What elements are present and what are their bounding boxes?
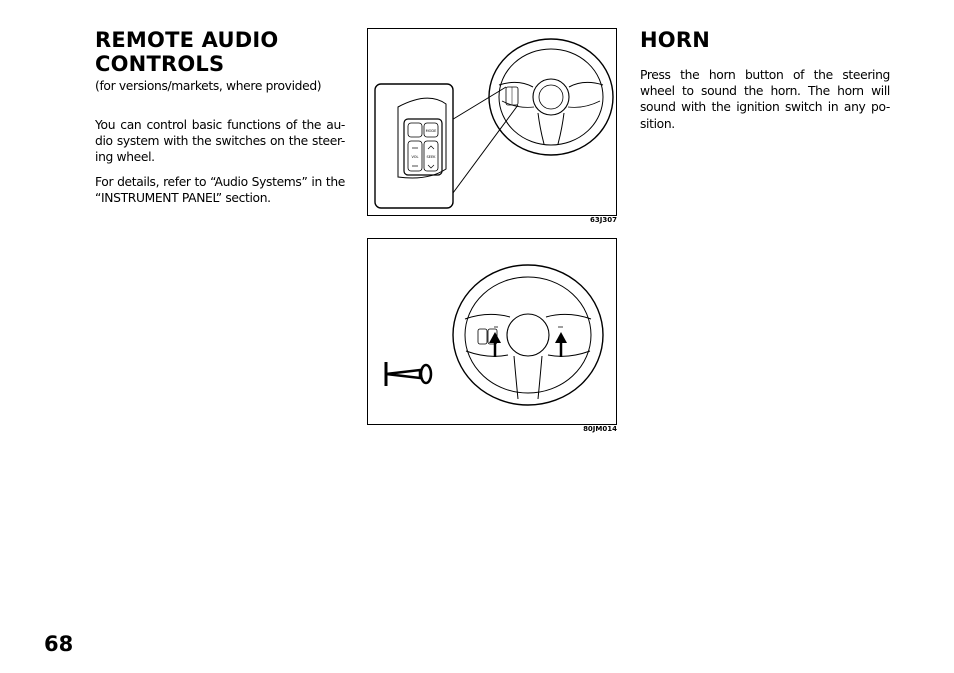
horn-title: HORN [640, 28, 710, 52]
remote-audio-paragraph-1: You can control basic functions of the au- dio system with the switches on the steer- ing wheel. [95, 118, 345, 165]
remote-audio-title-line1: REMOTE AUDIO [95, 28, 279, 52]
figure2-code: 80JM014 [583, 425, 617, 433]
horn-icon [386, 362, 431, 386]
remote-audio-title-line2: CONTROLS [95, 52, 225, 76]
mode-switch-label: MODE [425, 129, 437, 133]
remote-audio-paragraph-2: For details, refer to “Audio Systems” in the “INSTRUMENT PANEL” section. [95, 175, 345, 206]
horn-paragraph: Press the horn button of the steering wheel to sound the horn. The horn will sound with the ignition switch in any po- sition. [640, 68, 890, 131]
page-number: 68 [44, 632, 74, 656]
figure1-code: 63J307 [590, 216, 617, 224]
horn-steering-wheel-illustration [368, 239, 616, 424]
steering-audio-switch-figure [367, 28, 617, 216]
seek-switch-label: SEEK [426, 155, 436, 159]
vol-switch-label: VOL [411, 155, 419, 159]
steering-wheel-audio-illustration [368, 29, 616, 215]
remote-audio-subtitle: (for versions/markets, where provided) [95, 79, 322, 93]
horn-figure [367, 238, 617, 425]
